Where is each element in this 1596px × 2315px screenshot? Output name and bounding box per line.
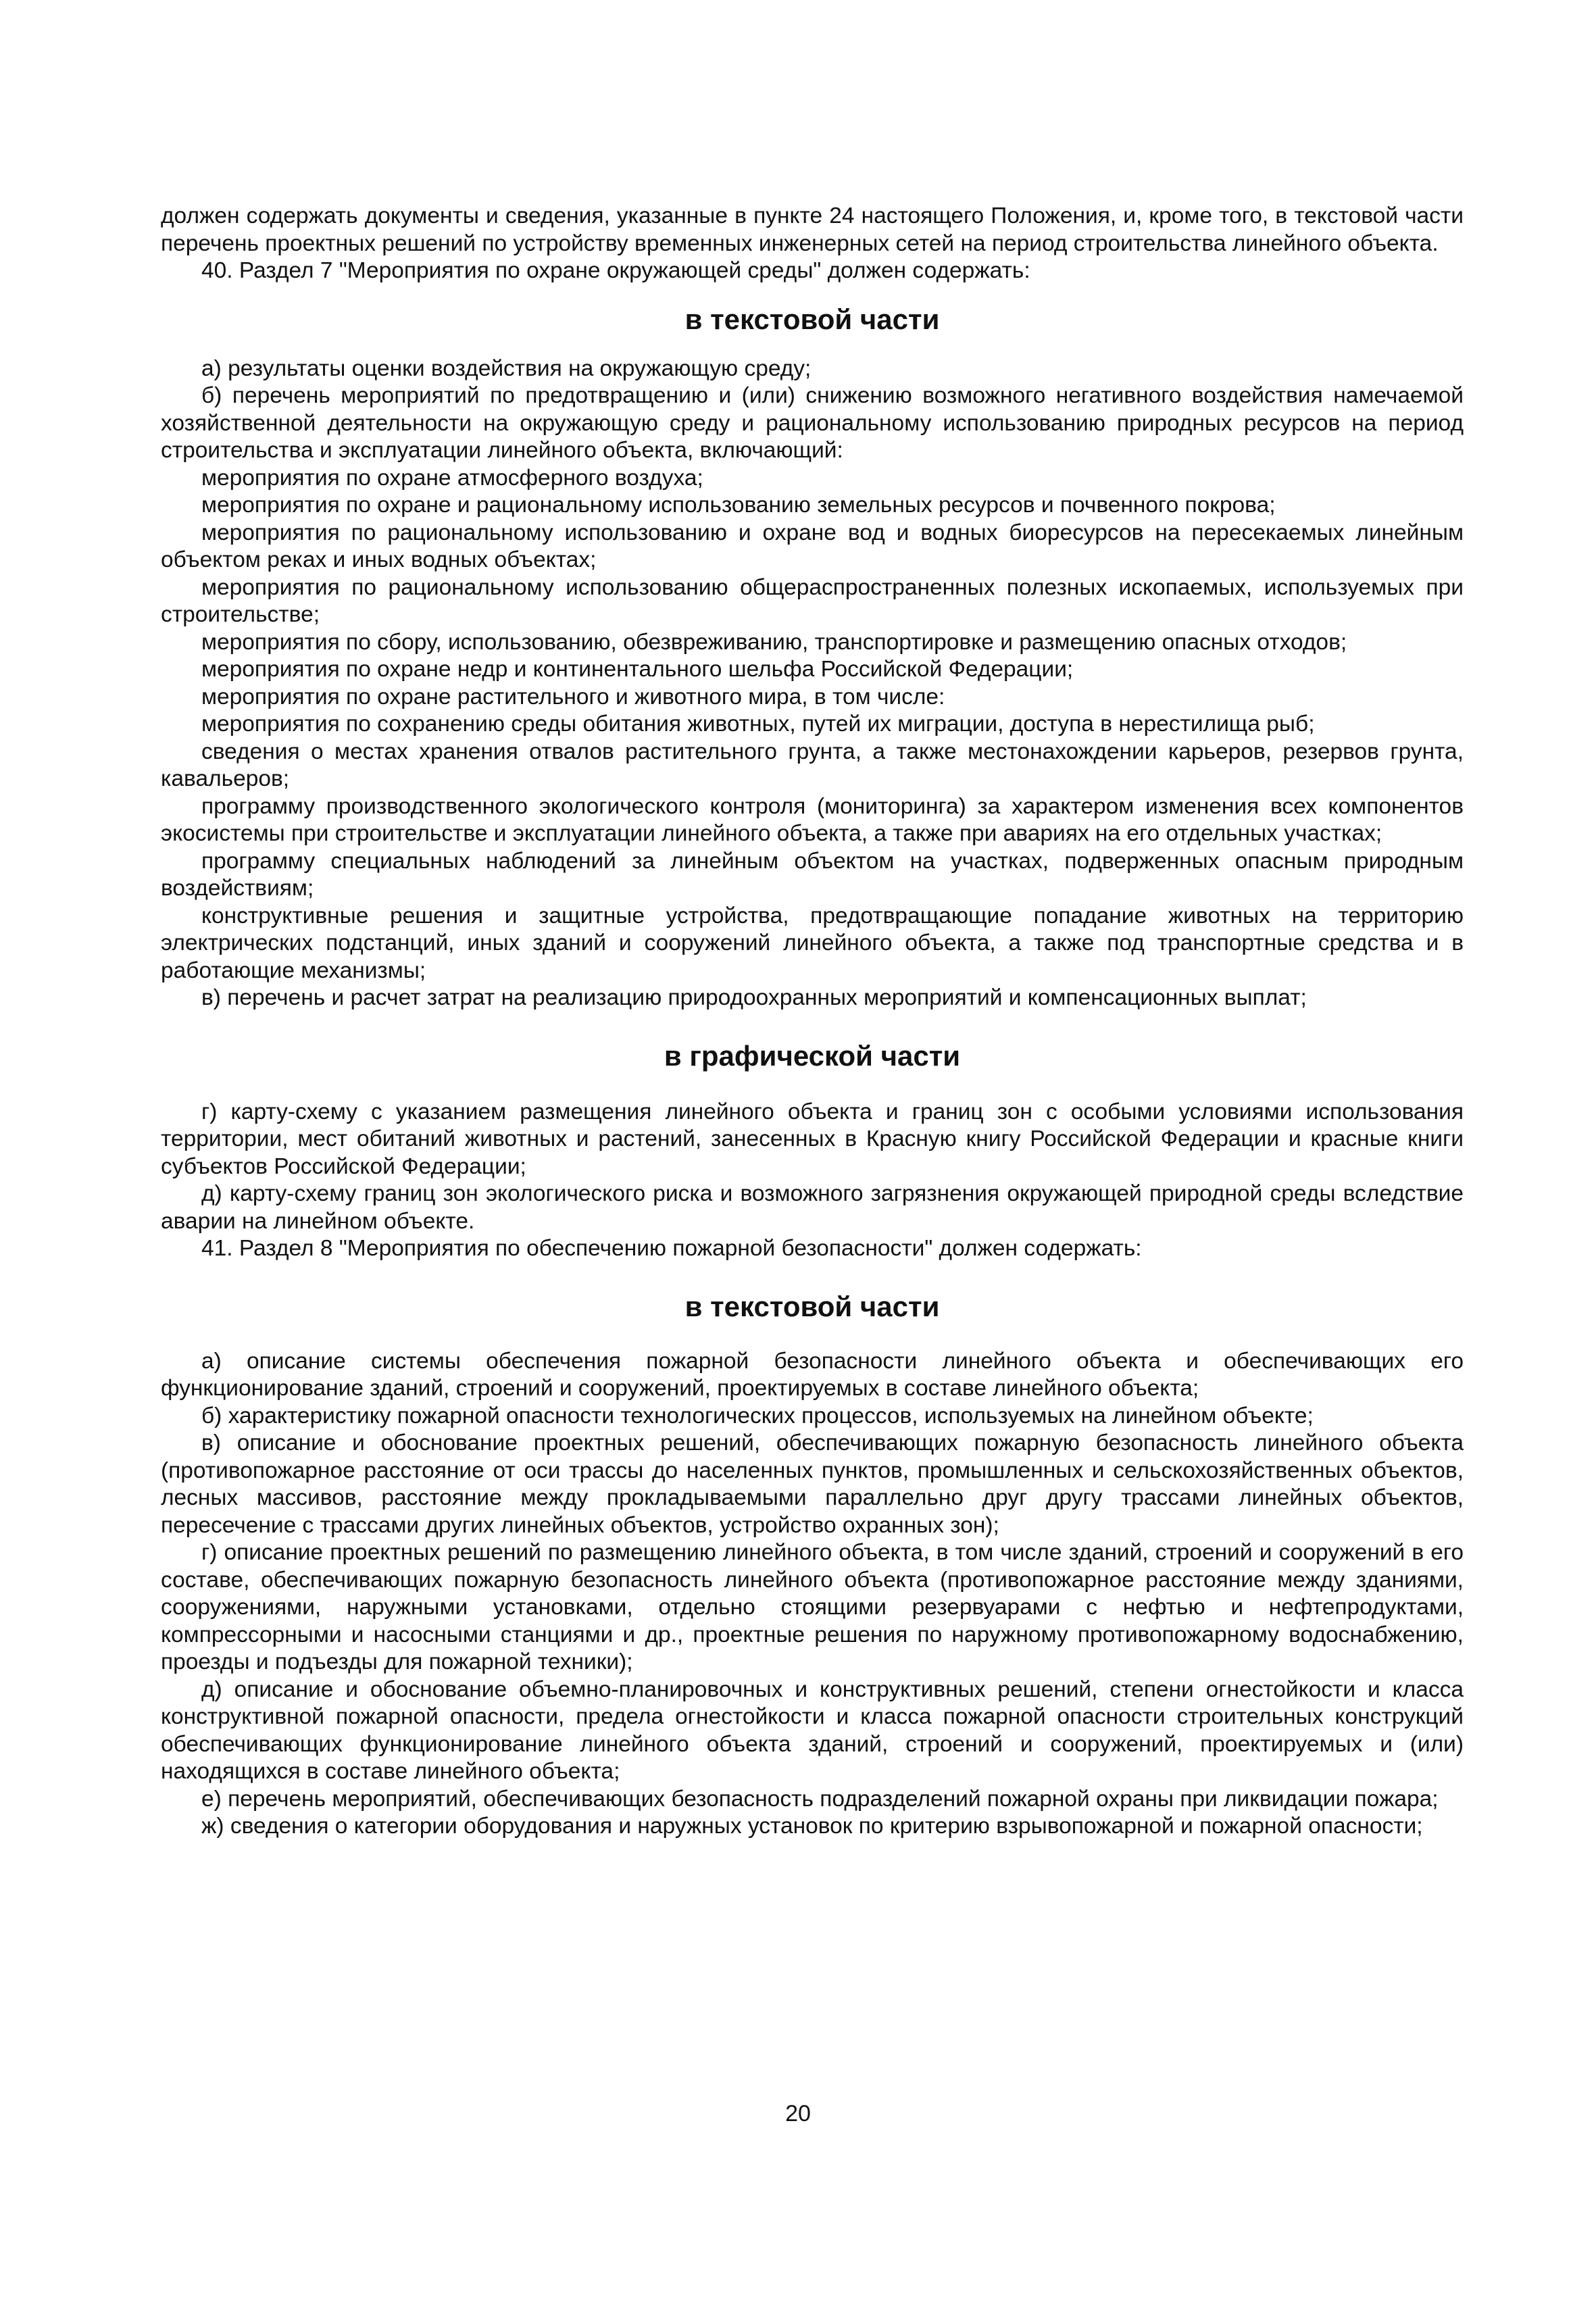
list-item: д) описание и обоснование объемно-планировочных и конструктивных решений, степени огнестойкости и класса конструктивной пожарной опасности, предела огнестойкости и класса пожарной опасности строительных конструкций обеспечивающих функционирование линейного объекта зданий, строений и сооружений, проектируемых и (или) находящихся в составе линейного объекта; (161, 1676, 1464, 1784)
list-item: а) результаты оценки воздействия на окружающую среду; (201, 355, 812, 381)
list-item: мероприятия по охране недр и континентального шельфа Российской Федерации; (201, 657, 1074, 682)
list-item: в) описание и обоснование проектных решений, обеспечивающих пожарную безопасность линейного объекта (противопожарное расстояние от оси трассы до населенных пунктов, промышленных и сельскохозяйственных объектов, лесных массивов, расстояние между прокладываемыми параллельно друг другу трассами линейных объектов, пересечение с трассами других линейных объектов, устройство охранных зон); (161, 1430, 1464, 1538)
list-item: е) перечень мероприятий, обеспечивающих безопасность подразделений пожарной охраны при ликвидации пожара; (201, 1786, 1439, 1812)
list-item: б) перечень мероприятий по предотвращению и (или) снижению возможного негативного воздействия намечаемой хозяйственной деятельности на окружающую среду и рациональному использованию природных ресурсов на период строительства и эксплуатации линейного объекта, включающий: (161, 383, 1464, 463)
list-item: б) характеристику пожарной опасности технологических процессов, используемых на линейном объекте; (201, 1403, 1314, 1428)
section-8-title: 41. Раздел 8 "Мероприятия по обеспечению пожарной безопасности" должен содержать: (201, 1236, 1142, 1261)
list-item: д) карту-схему границ зон экологического риска и возможного загрязнения окружающей природной среды вследствие аварии на линейном объекте. (161, 1181, 1464, 1234)
list-item: мероприятия по охране атмосферного воздуха; (201, 465, 703, 491)
list-item: сведения о местах хранения отвалов растительного грунта, а также местонахождении карьеров, резервов грунта, кавальеров; (161, 739, 1464, 791)
document-page (161, 203, 1464, 1841)
page-number: 20 (785, 2101, 811, 2126)
list-item: в) перечень и расчет затрат на реализацию природоохранных мероприятий и компенсационных выплат; (201, 985, 1307, 1010)
list-item: а) описание системы обеспечения пожарной безопасности линейного объекта и обеспечивающих его функционирование зданий, строений и сооружений, проектируемых в составе линейного объекта; (161, 1348, 1464, 1401)
list-item: ж) сведения о категории оборудования и наружных установок по критерию взрывопожарной и пожарной опасности; (201, 1814, 1423, 1839)
intro-paragraph: должен содержать документы и сведения, указанные в пункте 24 настоящего Положения, и, кроме того, в текстовой части перечень проектных решений по устройству временных инженерных сетей на период строительства линейного объекта. (161, 203, 1464, 256)
list-item: конструктивные решения и защитные устройства, предотвращающие попадание животных на территорию электрических подстанций, иных зданий и сооружений линейного объекта, а также под транспортные средства и в работающие механизмы; (161, 903, 1464, 983)
list-item: мероприятия по рациональному использованию общераспространенных полезных ископаемых, используемых при строительстве; (161, 574, 1464, 627)
section-7-title: 40. Раздел 7 "Мероприятия по охране окружающей среды" должен содержать: (201, 258, 1030, 283)
list-item: программу специальных наблюдений за линейным объектом на участках, подверженных опасным природным воздействиям; (161, 848, 1464, 901)
list-item: г) карту-схему с указанием размещения линейного объекта и границ зон с особыми условиями использования территории, мест обитаний животных и растений, занесенных в Красную книгу Российской Федерации и красные книги субъектов Российской Федерации; (161, 1099, 1464, 1179)
list-item: г) описание проектных решений по размещению линейного объекта, в том числе зданий, строений и сооружений в его составе, обеспечивающих пожарную безопасность линейного объекта (противопожарное расстояние между зданиями, сооружениями, наружными установками, отдельно стоящими резервуарами с нефтью и нефтепродуктами, компрессорными и насосными станциями и др., проектные решения по наружному противопожарному водоснабжению, проезды и подъезды для пожарной техники); (161, 1540, 1464, 1674)
list-item: мероприятия по рациональному использованию и охране вод и водных биоресурсов на пересекаемых линейным объектом реках и иных водных объектах; (161, 520, 1464, 572)
section-7-text-heading: в текстовой части (684, 303, 940, 335)
list-item: мероприятия по сбору, использованию, обезвреживанию, транспортировке и размещению опасных отходов; (201, 629, 1347, 655)
section-7-graphic-heading: в графической части (664, 1039, 961, 1072)
section-8-text-heading: в текстовой части (684, 1290, 940, 1322)
list-item: мероприятия по охране и рациональному использованию земельных ресурсов и почвенного покрова; (201, 493, 1276, 518)
section-7-graphic-list (161, 1099, 1464, 1263)
list-item: мероприятия по охране растительного и животного мира, в том числе: (201, 684, 945, 710)
section-8-text-list (161, 1348, 1464, 1841)
section-7-text-list (161, 355, 1464, 1012)
list-item: программу производственного экологического контроля (мониторинга) за характером изменения всех компонентов экосистемы при строительстве и эксплуатации линейного объекта, а также при авариях на его отдельных участках; (161, 793, 1464, 846)
list-item: мероприятия по сохранению среды обитания животных, путей их миграции, доступа в нерестилища рыб; (201, 712, 1315, 737)
